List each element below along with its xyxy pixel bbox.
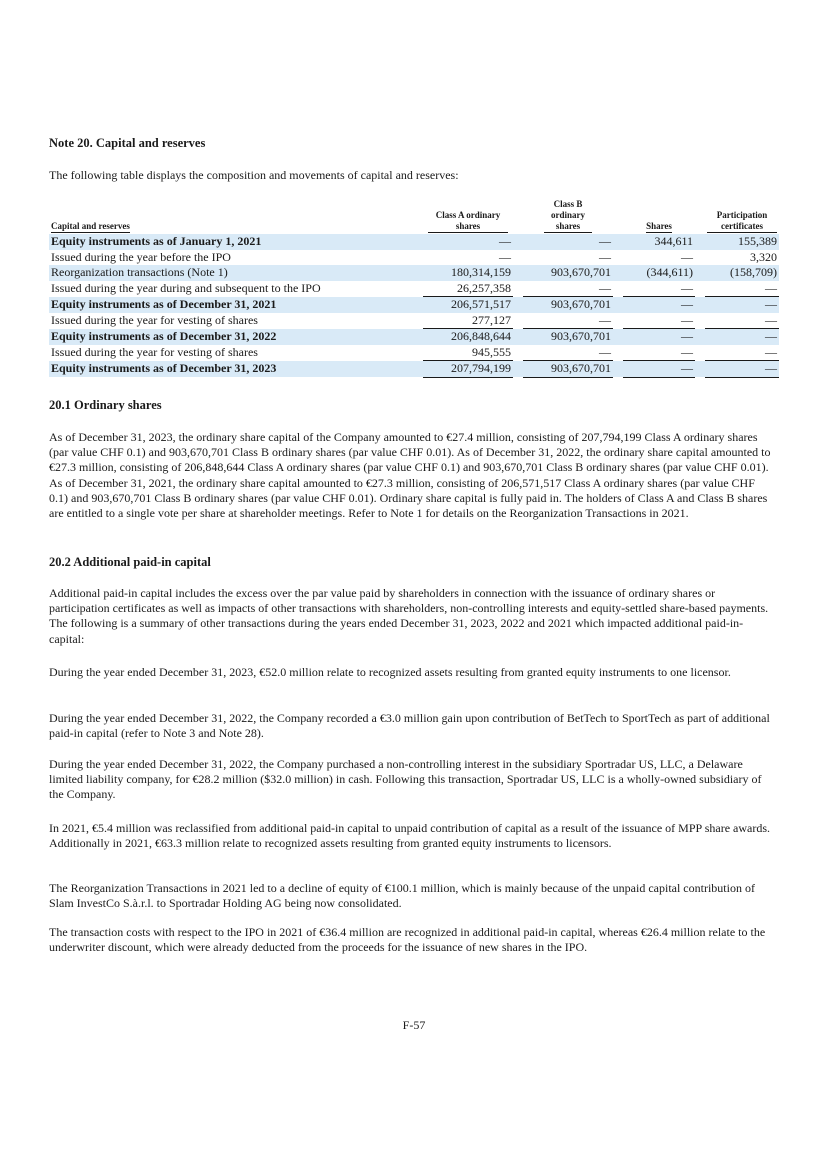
cell-participation: 155,389 — [705, 234, 779, 250]
table-row — [49, 265, 779, 281]
table-row — [49, 329, 779, 345]
row-label: Equity instruments as of January 1, 2021 — [49, 234, 423, 250]
cell-participation: — — [705, 313, 779, 329]
capital-reserves-table — [49, 199, 779, 378]
cell-class-a: 206,848,644 — [423, 329, 513, 345]
apic-paragraph: In 2021, €5.4 million was reclassified from additional paid-in capital to unpaid contribution of capital as a result of the issuance of MPP share awards. Additionally in 2021, €63.3 million relate to recognized assets resulting from granted equity instruments to licensors. — [49, 821, 771, 851]
cell-class-b: 903,670,701 — [523, 329, 613, 345]
cell-participation: — — [705, 361, 779, 378]
section-ordinary-shares-title: 20.1 Ordinary shares — [49, 398, 162, 412]
apic-paragraph: The Reorganization Transactions in 2021 led to a decline of equity of €100.1 million, which is mainly because of the unpaid capital contribution of Slam InvestCo S.à.r.l. to Sportradar Holding AG being now consolidated. — [49, 881, 755, 911]
apic-paragraph: Additional paid-in capital includes the excess over the par value paid by shareholders in connection with the issuance of ordinary shares or participation certificates as well as impacts of other transactions with shareholders, non-controlling interests and equity-settled share-based payments. The following is a summary of other transactions during the years ended December 31, 2023, 2022 and 2021 which impacted additional paid-in-capital: — [49, 586, 769, 646]
table-row — [49, 345, 779, 361]
cell-participation: — — [705, 281, 779, 297]
cell-class-a: — — [499, 249, 511, 264]
table-row — [49, 281, 779, 297]
apic-paragraph: During the year ended December 31, 2022, the Company recorded a €3.0 million gain upon contribution of BetTech to SportTech as part of additional paid-in capital (refer to Note 3 and Note 28). — [49, 711, 770, 741]
table-row — [49, 297, 779, 313]
cell-class-b: — — [523, 345, 613, 361]
row-label: Reorganization transactions (Note 1) — [51, 265, 228, 280]
apic-paragraph: During the year ended December 31, 2022, the Company purchased a non-controlling interest in the subsidiary Sportradar US, LLC, a Delaware limited liability company, for €28.2 million ($32.0 million) in cash. Following this transaction, Sportradar US, LLC is a wholly-owned subsidiary of the Company. — [49, 757, 762, 802]
cell-class-b: 903,670,701 — [551, 265, 611, 280]
cell-class-b: 903,670,701 — [523, 297, 613, 313]
cell-class-a: 206,571,517 — [423, 297, 513, 313]
section-apic-title: 20.2 Additional paid-in capital — [49, 555, 211, 569]
table-header-row — [49, 199, 779, 234]
row-label: Issued during the year during and subsequent to the IPO — [51, 281, 321, 295]
cell-participation: — — [705, 329, 779, 345]
cell-class-a: 277,127 — [423, 313, 513, 329]
page-number: F-57 — [402, 1018, 426, 1032]
note-title: Note 20. Capital and reserves — [49, 136, 206, 150]
cell-shares: — — [623, 281, 695, 297]
header-label: Capital and reserves — [51, 221, 130, 231]
row-label: Issued during the year for vesting of shares — [51, 313, 258, 327]
row-label: Equity instruments as of December 31, 2022 — [49, 329, 423, 345]
row-label: Equity instruments as of December 31, 2021 — [49, 297, 423, 313]
cell-class-b: 903,670,701 — [523, 361, 613, 378]
row-label: Equity instruments as of December 31, 2023 — [49, 361, 423, 378]
cell-participation: — — [705, 297, 779, 313]
cell-shares: — — [623, 361, 695, 378]
row-label: Issued during the year for vesting of shares — [51, 345, 258, 359]
cell-shares: — — [623, 345, 695, 361]
cell-class-b: — — [599, 249, 611, 264]
header-class-b: Class B ordinary shares — [523, 199, 613, 234]
apic-paragraph: During the year ended December 31, 2023, €52.0 million relate to recognized assets resulting from granted equity instruments to one licensor. — [49, 665, 731, 679]
cell-shares: — — [623, 329, 695, 345]
cell-shares: — — [623, 313, 695, 329]
intro-text: The following table displays the composition and movements of capital and reserves: — [49, 168, 459, 182]
cell-class-b: — — [523, 281, 613, 297]
section-ordinary-shares-text: As of December 31, 2023, the ordinary share capital of the Company amounted to €27.4 million, consisting of 207,794,199 Class A ordinary shares (par value CHF 0.1) and 903,670,701 Class B ordinary shares (par value CHF 0.01). As of December 31, 2022, the ordinary share capital amounted to €27.3 million, consisting of 206,848,644 Class A ordinary shares (par value CHF 0.1) and 903,670,701 Class B ordinary shares (par value CHF 0.01). As of December 31, 2021, the ordinary share capital amounted to €27.3 million, consisting of 206,571,517 Class A ordinary shares (par value CHF 0.1) and 903,670,701 Class B ordinary shares (par value CHF 0.01). Ordinary share capital is fully paid in. The holders of Class A and Class B shares are entitled to a single vote per share at shareholder meetings. Refer to Note 1 for details on the Reorganization Transactions in 2021. — [49, 430, 771, 521]
table-row — [49, 250, 779, 266]
cell-class-b: — — [523, 313, 613, 329]
cell-participation: 3,320 — [750, 249, 777, 264]
header-class-a: Class A ordinary shares — [423, 199, 513, 234]
cell-class-a: — — [423, 234, 513, 250]
cell-shares: — — [681, 249, 693, 264]
apic-paragraph: The transaction costs with respect to the IPO in 2021 of €36.4 million are recognized in additional paid-in capital, whereas €26.4 million relate to the underwriter discount, which were already deducted from the proceeds for the issuance of new shares in the IPO. — [49, 925, 766, 955]
cell-class-a: 207,794,199 — [423, 361, 513, 378]
cell-shares: — — [623, 297, 695, 313]
cell-shares: 344,611 — [623, 234, 695, 250]
cell-class-b: — — [523, 234, 613, 250]
cell-class-a: 180,314,159 — [451, 265, 511, 280]
table-row — [49, 313, 779, 329]
row-label: Issued during the year before the IPO — [51, 249, 231, 264]
table-row — [49, 234, 779, 250]
cell-participation: — — [705, 345, 779, 361]
cell-class-a: 26,257,358 — [423, 281, 513, 297]
header-participation: Participation certificates — [705, 199, 779, 234]
header-shares: Shares — [646, 221, 672, 231]
cell-participation: (158,709) — [730, 265, 777, 280]
table-row — [49, 361, 779, 378]
cell-shares: (344,611) — [646, 265, 693, 280]
cell-class-a: 945,555 — [423, 345, 513, 361]
